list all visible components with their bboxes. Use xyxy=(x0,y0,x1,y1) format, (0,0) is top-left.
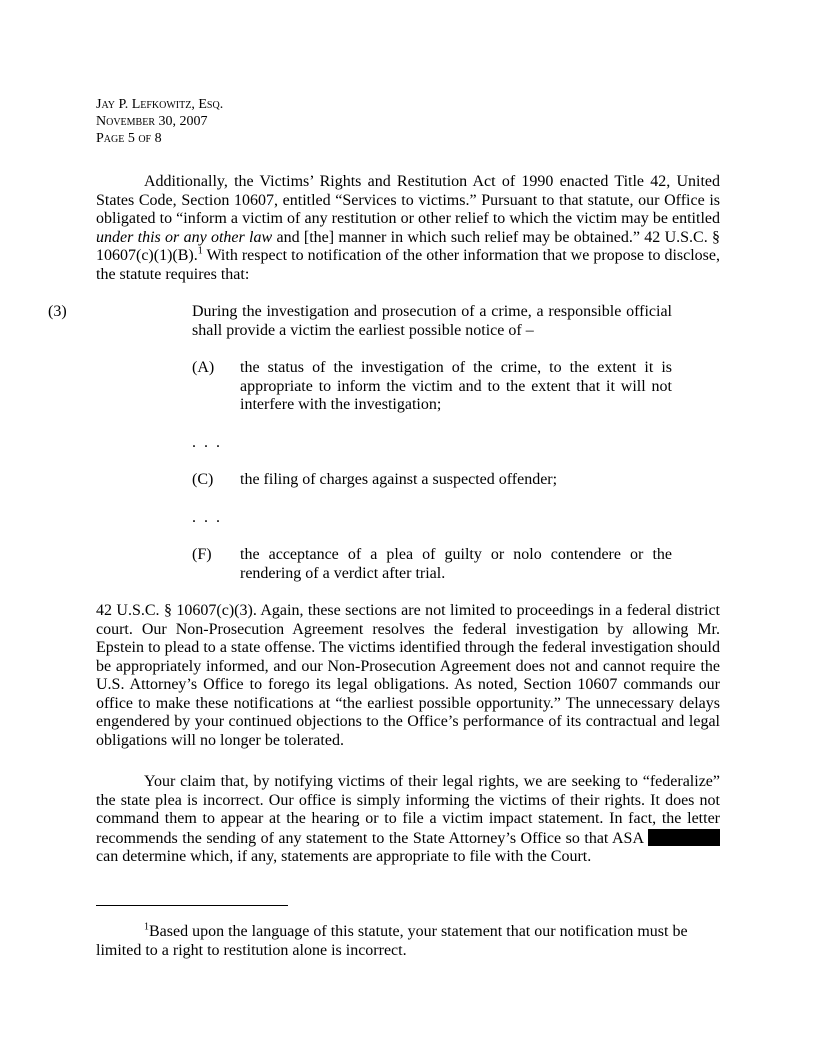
quote-item-c xyxy=(192,471,672,490)
quote-ellipsis: . . . xyxy=(192,508,222,526)
quote-item-text: the filing of charges against a suspected offender; xyxy=(240,471,558,488)
footnote-ref: 1 xyxy=(197,245,203,257)
quote-item-label: (A) xyxy=(192,359,215,376)
footnote-divider xyxy=(96,905,288,906)
p1-italic: under this or any other law xyxy=(96,228,273,246)
p3-text: Your claim that, by notifying victims of their legal rights, we are seeking to “federalize” the state plea is incorrect. Our office is simply informing the victims of their rights. It does not command them to appear at the hearing or to file a victim impact statement. In fact, the letter recommends the sending of any statement to the State Attorney’s Office so that ASA xyxy=(96,773,720,847)
quote-text: During the investigation and prosecution of a crime, a responsible official shall provide a victim the earliest possible notice of – xyxy=(192,303,672,339)
p1-text3: With respect to notification of the other information that we propose to disclose, the statute requires that: xyxy=(96,247,720,283)
header-recipient: Jay P. Lefkowitz, Esq. xyxy=(96,97,224,112)
p1-text2: and [the] manner in which such relief may be obtained.” 42 U.S.C. § 10607(c)(1)(B). xyxy=(96,228,721,264)
p3-text2: can determine which, if any, statements are appropriate to file with the Court. xyxy=(96,848,592,865)
redaction-box xyxy=(648,829,720,846)
quote-item-label: (C) xyxy=(192,471,214,488)
header-page-number: Page 5 of 8 xyxy=(96,131,162,146)
block-quote xyxy=(48,303,672,583)
footnote xyxy=(96,922,720,960)
p1-text: Additionally, the Victims’ Rights and Restitution Act of 1990 enacted Title 42, United States Code, Section 10607, entitled “Services to victims.” Pursuant to that statute, our Office is obligated to “inform a victim of any restitution or other relief to which the victim may be entitled xyxy=(96,173,720,227)
footnote-body xyxy=(96,922,720,960)
quote-ellipsis: . . . xyxy=(192,433,222,451)
letter-page xyxy=(48,96,721,867)
paragraph-citation: 42 U.S.C. § 10607(c)(3). Again, these sections are not limited to proceedings in a federal district court. Our Non-Prosecution Agreement resolves the federal investigation by allowing Mr. Epstein to plead to a state offense. The victims identified through the federal investigation should be appropriately informed, and our Non-Prosecution Agreement does not and cannot require the U.S. Attorney’s Office to forego its legal obligations. As noted, Section 10607 commands our office to make these notifications at “the earliest possible opportunity.” The unnecessary delays engendered by your continued objections to the Office’s performance of its contractual and legal obligations will no longer be tolerated. xyxy=(96,602,720,749)
quote-item-a xyxy=(192,359,672,415)
quote-item-label: (F) xyxy=(192,546,212,563)
header-date: November 30, 2007 xyxy=(96,114,208,129)
letter-header xyxy=(96,96,720,147)
footnote-text: Based upon the language of this statute, your statement that our notification must be limited to a right to restitution alone is incorrect. xyxy=(96,923,688,959)
quote-item-f xyxy=(192,546,672,583)
paragraph-statute-intro xyxy=(96,173,720,284)
footnote-mark: 1 xyxy=(144,921,149,933)
quote-number: (3) xyxy=(48,303,67,320)
quote-item-text: the status of the investigation of the crime, to the extent it is appropriate to inform the victim and to the extent that it will not interfere with the investigation; xyxy=(240,359,672,413)
paragraph-federalize xyxy=(96,773,720,867)
quote-item-text: the acceptance of a plea of guilty or nolo contendere or the rendering of a verdict after trial. xyxy=(240,546,672,582)
